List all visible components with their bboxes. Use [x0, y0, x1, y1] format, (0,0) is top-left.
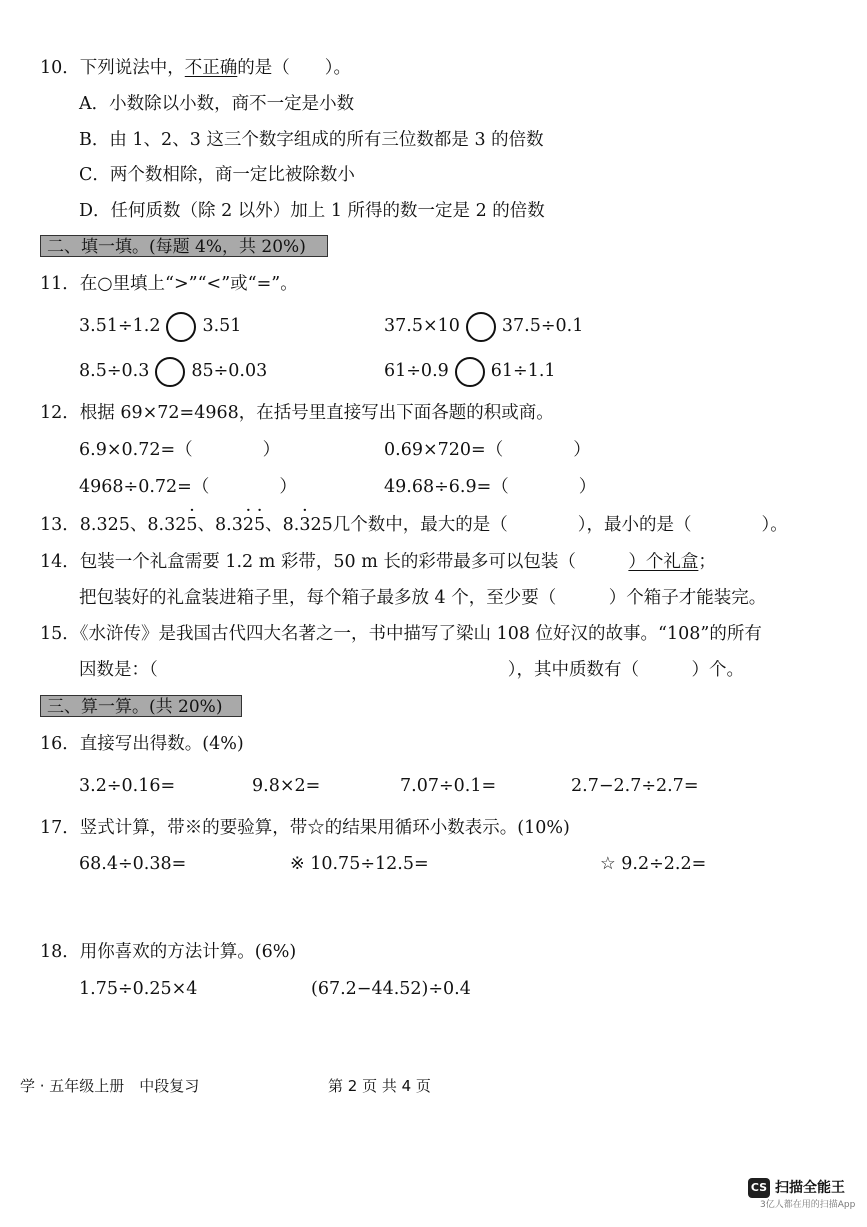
- q15-number: 15．: [40, 624, 80, 644]
- q11-item-4: [384, 354, 556, 388]
- q18-stem: [40, 941, 296, 963]
- answer-circle[interactable]: [166, 312, 196, 342]
- q11-item-3-right: 85÷0.03: [191, 361, 268, 381]
- watermark-brand: 扫描全能王: [775, 1180, 845, 1196]
- q11-item-4-left: 61÷0.9: [384, 361, 449, 381]
- q13-n3: [215, 515, 265, 535]
- q11-item-1: [79, 309, 241, 343]
- section-3-header: 三、算一算。(共 20%): [40, 695, 242, 717]
- q11-item-2-right: 37.5÷0.1: [501, 316, 584, 336]
- q11-item-2: [384, 309, 583, 343]
- q13-stem: [40, 514, 788, 536]
- q10-text-b: 的是（ ）。: [237, 58, 352, 78]
- answer-circle[interactable]: [155, 357, 185, 387]
- q14-line-2: 把包装好的礼盒装进箱子里，每个箱子最多放 4 个，至少要（ ）个箱子才能装完。: [79, 588, 767, 608]
- q16-item-1[interactable]: 3.2÷0.16=: [79, 776, 176, 796]
- q10-number: 10．: [40, 58, 80, 78]
- q16-item-2[interactable]: 9.8×2=: [252, 776, 321, 796]
- q14-line-1-end: ；: [698, 552, 716, 572]
- q17-number: 17．: [40, 818, 80, 838]
- q11-stem: [40, 273, 298, 295]
- q13-n4-part: 25: [310, 515, 333, 535]
- q11-text: 在○里填上“>”“<”或“=”。: [79, 274, 298, 294]
- q15-line-1-text: 《水浒传》是我国古代四大名著之一，书中描写了梁山 108 位好汉的故事。“108”的所有: [79, 624, 762, 644]
- repeating-digit: 2 ·: [243, 514, 254, 536]
- footer-page-number: 第 2 页 共 4 页: [328, 1077, 431, 1095]
- q10-option-a: A．小数除以小数，商不一定是小数: [79, 94, 355, 114]
- repeating-digit: 3 ·: [299, 514, 310, 536]
- q13-n1: 8.325: [79, 515, 130, 535]
- q10-stem: [40, 57, 351, 79]
- q11-item-2-left: 37.5×10: [384, 316, 460, 336]
- q14-line-1: [40, 551, 716, 573]
- q11-item-3: [79, 354, 267, 388]
- q16-item-3[interactable]: 7.07÷0.1=: [400, 776, 497, 796]
- q10-text-underlined: 不正确: [184, 58, 238, 78]
- q16-number: 16．: [40, 734, 80, 754]
- q13-sep: 、: [265, 515, 283, 535]
- q17-item-3[interactable]: ☆ 9.2÷2.2=: [600, 854, 707, 874]
- repeating-digit: 5 ·: [254, 514, 265, 536]
- q13-n2-part: 8.32: [147, 515, 187, 535]
- watermark-slogan: 3亿人都在用的扫描App: [760, 1200, 856, 1210]
- q14-line-1-underlined: ）个礼盒: [628, 552, 699, 572]
- q17-text: 竖式计算，带※的要验算，带☆的结果用循环小数表示。(10%): [79, 818, 570, 838]
- q17-item-1[interactable]: 68.4÷0.38=: [79, 854, 187, 874]
- q10-option-d: D．任何质数（除 2 以外）加上 1 所得的数一定是 2 的倍数: [79, 201, 545, 221]
- q18-item-2[interactable]: (67.2−44.52)÷0.4: [311, 979, 471, 999]
- q13-n4: [283, 515, 333, 535]
- section-2-header: 二、填一填。(每题 4%，共 20%): [40, 235, 328, 257]
- q10-option-b: B．由 1、2、3 这三个数字组成的所有三位数都是 3 的倍数: [79, 130, 544, 150]
- q10-option-c: C．两个数相除，商一定比被除数小: [79, 165, 355, 185]
- q11-item-1-left: 3.51÷1.2: [79, 316, 161, 336]
- q17-item-2[interactable]: ※ 10.75÷12.5=: [290, 854, 429, 874]
- q12-item-2[interactable]: 0.69×720=（ ）: [384, 440, 591, 460]
- q16-text: 直接写出得数。(4%): [79, 734, 244, 754]
- q13-sep: 、: [197, 515, 215, 535]
- q13-n3-part: 8.3: [215, 515, 243, 535]
- answer-circle[interactable]: [455, 357, 485, 387]
- q11-number: 11．: [40, 274, 80, 294]
- q13-text: 几个数中，最大的是（ ），最小的是（ ）。: [332, 515, 788, 535]
- q12-text: 根据 69×72=4968，在括号里直接写出下面各题的积或商。: [79, 403, 554, 423]
- answer-circle[interactable]: [466, 312, 496, 342]
- q16-stem: [40, 733, 244, 755]
- q17-stem: [40, 817, 570, 839]
- q12-item-1[interactable]: 6.9×0.72=（ ）: [79, 440, 281, 460]
- repeating-digit: 5 ·: [186, 514, 197, 536]
- q18-item-1[interactable]: 1.75÷0.25×4: [79, 979, 198, 999]
- q12-stem: [40, 402, 554, 424]
- q12-item-3[interactable]: 4968÷0.72=（ ）: [79, 477, 297, 497]
- q13-n2: [147, 515, 197, 535]
- q11-item-3-left: 8.5÷0.3: [79, 361, 150, 381]
- q15-line-2: 因数是：（ ），其中质数有（ ）个。: [79, 660, 744, 680]
- q12-number: 12．: [40, 403, 80, 423]
- q11-item-4-right: 61÷1.1: [490, 361, 556, 381]
- q16-item-4[interactable]: 2.7−2.7÷2.7=: [571, 776, 699, 796]
- q18-text: 用你喜欢的方法计算。(6%): [79, 942, 297, 962]
- q13-n4-part: 8.: [282, 515, 300, 535]
- q13-number: 13．: [40, 515, 80, 535]
- q12-item-4[interactable]: 49.68÷6.9=（ ）: [384, 477, 597, 497]
- q18-number: 18．: [40, 942, 80, 962]
- q10-text-a: 下列说法中，: [79, 58, 185, 78]
- q14-number: 14．: [40, 552, 80, 572]
- q14-line-1-text: 包装一个礼盒需要 1.2 m 彩带，50 m 长的彩带最多可以包装（: [79, 552, 629, 572]
- q11-item-1-right: 3.51: [202, 316, 242, 336]
- camscanner-logo-icon: CS: [748, 1178, 770, 1198]
- q13-sep: 、: [129, 515, 148, 535]
- footer-subject: 学 · 五年级上册 中段复习: [20, 1077, 200, 1095]
- q15-line-1: [40, 623, 762, 645]
